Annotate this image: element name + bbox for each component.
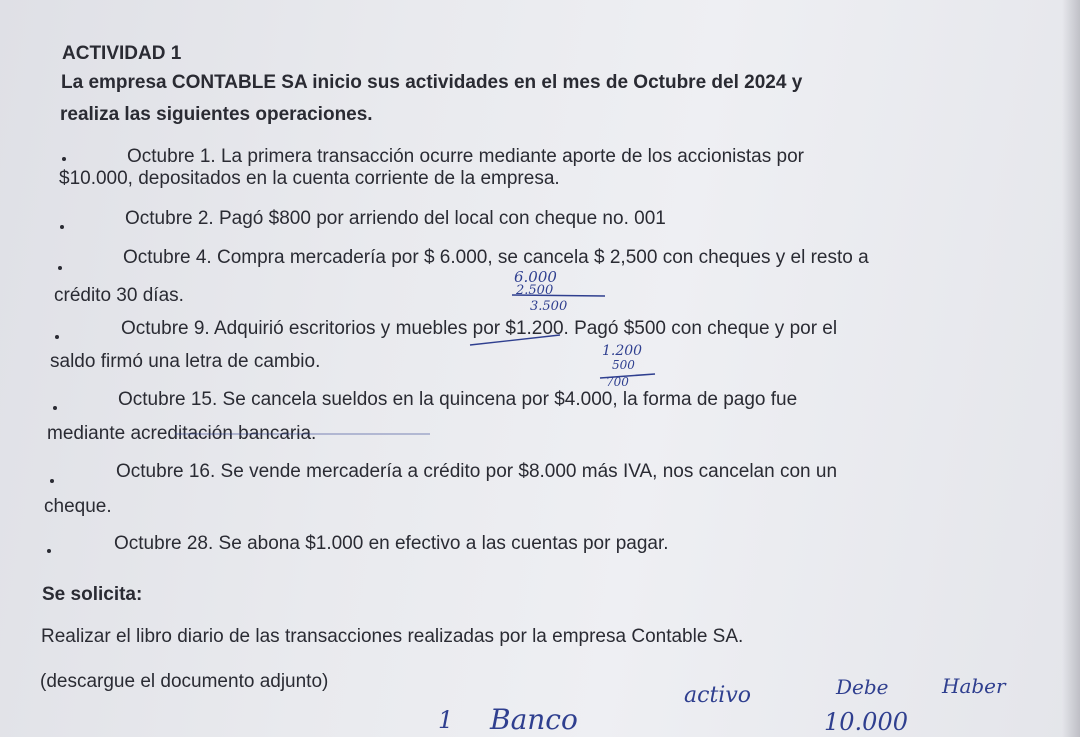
operation-2-line-1: Octubre 2. Pagó $800 por arriendo del local con cheque no. 001 (125, 208, 666, 229)
operation-3-line-2: crédito 30 días. (54, 285, 184, 306)
handwritten-debe: Debe (836, 675, 889, 699)
operation-3-line-1: Octubre 4. Compra mercadería por $ 6.000, se cancela $ 2,500 con cheques y el resto a (123, 247, 869, 268)
handwritten-calc-2-b: 500 (612, 358, 635, 372)
intro-line-2: realiza las siguientes operaciones. (60, 104, 373, 125)
handwritten-amount: 10.000 (824, 708, 908, 736)
handwritten-calc-2-a: 1.200 (602, 343, 643, 359)
operation-1-line-1: Octubre 1. La primera transacción ocurre mediante aporte de los accionistas por (127, 146, 804, 167)
operation-1-line-2: $10.000, depositados en la cuenta corriente de la empresa. (59, 168, 560, 189)
attachment-note: (descargue el documento adjunto) (40, 671, 329, 692)
request-heading: Se solicita: (42, 584, 143, 605)
operation-4-line-1: Octubre 9. Adquirió escritorios y muebles por $1.200. Pagó $500 con cheque y por el (121, 318, 838, 339)
operation-4-line-2: saldo firmó una letra de cambio. (50, 351, 321, 372)
handwritten-calc-1-b: 2.500 (516, 283, 554, 298)
request-text: Realizar el libro diario de las transacciones realizadas por la empresa Contable SA. (41, 626, 744, 647)
handwritten-haber: Haber (942, 674, 1006, 698)
operation-6-line-1: Octubre 16. Se vende mercadería a crédito por $8.000 más IVA, nos cancelan con un (116, 461, 838, 482)
operation-7-line-1: Octubre 28. Se abona $1.000 en efectivo a las cuentas por pagar. (114, 533, 669, 554)
operation-6-line-2: cheque. (44, 496, 112, 517)
operation-5-line-1: Octubre 15. Se cancela sueldos en la quincena por $4.000, la forma de pago fue (118, 389, 798, 410)
handwritten-row-number: 1 (438, 706, 454, 734)
operation-5-line-2: mediante acreditación bancaria. (47, 423, 317, 444)
handwritten-calc-1-a: 6.000 (514, 268, 557, 286)
page-edge-shadow (1062, 0, 1080, 737)
handwritten-calc-1-c: 3.500 (530, 299, 568, 314)
document-title: ACTIVIDAD 1 (62, 43, 182, 64)
handwritten-calc-2-c: 700 (606, 375, 629, 389)
intro-line-1: La empresa CONTABLE SA inicio sus actividades en el mes de Octubre del 2024 y (61, 72, 803, 93)
handwritten-account-banco: Banco (490, 703, 578, 736)
handwritten-activo: activo (684, 683, 751, 708)
